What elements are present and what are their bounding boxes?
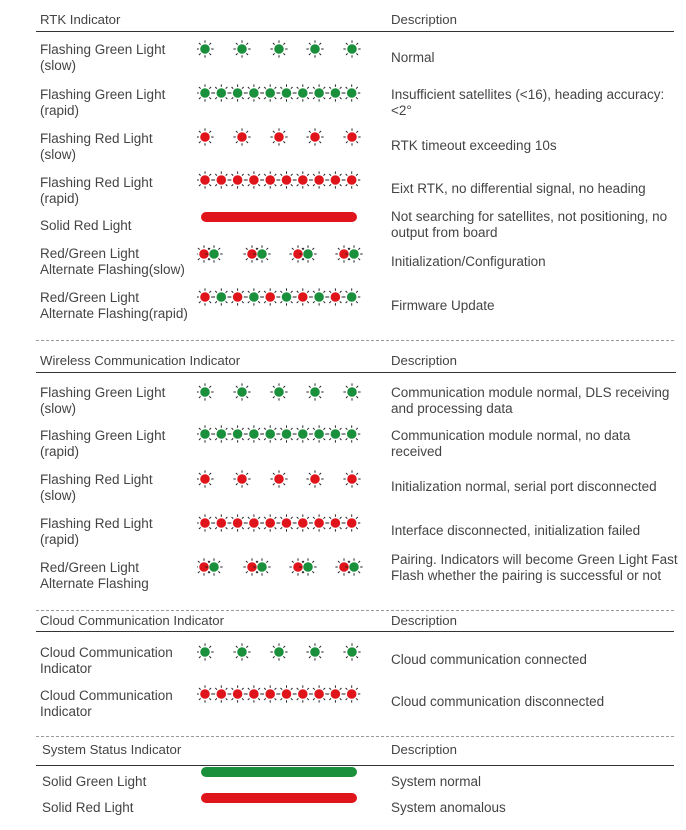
section-end-dashed-divider <box>36 340 674 341</box>
indicator-description: Insufficient satellites (<16), heading accuracy: <2° <box>391 87 665 118</box>
section-header-system: System Status Indicator <box>42 742 182 757</box>
red-led-icon <box>197 288 214 305</box>
red-led-icon <box>197 128 214 145</box>
indicator-label <box>40 688 173 720</box>
indicator-description: Firmware Update <box>391 298 495 313</box>
green-led-icon <box>245 84 262 101</box>
indicator-label-line: Indicator <box>40 704 92 719</box>
indicator-label-line: Flashing Green Light <box>40 87 166 102</box>
indicator-label-line: Flashing Green Light <box>40 42 166 57</box>
green-solid-light-bar <box>201 767 357 777</box>
indicator-label-line: Indicator <box>40 661 92 676</box>
indicator-label-line: (rapid) <box>40 444 80 459</box>
red-led-icon <box>233 128 250 145</box>
green-led-icon <box>245 288 262 305</box>
indicator-description: Communication module normal, DLS receiving and processing data <box>391 385 670 416</box>
red-led-icon <box>197 685 214 702</box>
indicator-label <box>40 87 165 119</box>
indicator-label <box>40 246 185 278</box>
indicator-description: Eixt RTK, no differential signal, no heading <box>391 181 646 196</box>
green-led-icon <box>213 288 230 305</box>
section-header-cloud: Cloud Communication Indicator <box>40 613 224 628</box>
red-led-icon <box>278 171 295 188</box>
green-led-icon <box>343 84 360 101</box>
indicator-description: Not searching for satellites, not positioning, no output from board <box>391 209 668 240</box>
indicator-description: Normal <box>391 50 435 65</box>
green-led-icon <box>233 643 250 660</box>
indicator-label-line: Flashing Red Light <box>40 131 153 146</box>
red-led-icon <box>311 171 328 188</box>
indicator-label-line: Solid Green Light <box>42 774 147 789</box>
led-pattern-red-rapid <box>197 513 367 533</box>
green-led-icon <box>294 84 311 101</box>
description-header: Description <box>391 353 457 368</box>
indicator-description: System normal <box>391 774 482 789</box>
red-led-icon <box>327 514 344 531</box>
red-led-icon <box>343 685 360 702</box>
green-led-icon <box>278 84 295 101</box>
led-pattern-alt-slow <box>197 557 367 577</box>
section-header-wireless: Wireless Communication Indicator <box>40 353 241 368</box>
green-led-icon <box>245 425 262 442</box>
indicator-label-line: Alternate Flashing <box>40 576 149 591</box>
led-pattern-alt-slow <box>197 244 367 264</box>
indicator-label-line: (slow) <box>40 147 76 162</box>
indicator-description: RTK timeout exceeding 10s <box>391 138 557 153</box>
green-led-icon <box>197 383 214 400</box>
led-pattern-green-rapid <box>197 424 367 444</box>
red-led-icon <box>343 514 360 531</box>
green-led-icon <box>311 425 328 442</box>
green-led-icon <box>270 40 287 57</box>
indicator-label-line: Flashing Red Light <box>40 516 153 531</box>
led-pattern-green-slow <box>197 642 367 662</box>
indicator-description: Initialization normal, serial port disconnected <box>391 479 657 494</box>
red-led-icon <box>245 171 262 188</box>
section-divider <box>36 631 674 632</box>
green-led-icon <box>197 40 214 57</box>
indicator-label-line: Cloud Communication <box>40 688 173 703</box>
red-led-icon <box>306 470 323 487</box>
indicator-label-line: Red/Green Light <box>40 290 140 305</box>
led-pattern-red-slow <box>197 469 367 489</box>
green-led-icon <box>343 288 360 305</box>
indicator-label <box>40 428 165 460</box>
indicator-description: Pairing. Indicators will become Green Light Fast Flash whether the pairing is successful or not <box>391 552 678 583</box>
red-led-icon <box>294 288 311 305</box>
red-led-icon <box>229 514 246 531</box>
indicator-label-line: Solid Red Light <box>42 800 134 815</box>
red-led-icon <box>229 171 246 188</box>
description-header: Description <box>391 12 457 27</box>
red-led-icon <box>278 514 295 531</box>
indicator-label-line: Alternate Flashing(rapid) <box>40 306 188 321</box>
indicator-label <box>40 645 173 677</box>
indicator-label-line: (rapid) <box>40 191 80 206</box>
led-pattern-red-rapid <box>197 170 367 190</box>
indicator-description: Communication module normal, no data received <box>391 428 631 459</box>
section-divider <box>36 372 676 373</box>
green-led-icon <box>343 643 360 660</box>
green-led-icon <box>213 425 230 442</box>
green-led-icon <box>278 288 295 305</box>
green-led-icon <box>343 425 360 442</box>
red-led-icon <box>294 685 311 702</box>
red-led-icon <box>327 171 344 188</box>
indicator-description: Cloud communication disconnected <box>391 694 605 709</box>
indicator-label-line: (slow) <box>40 488 76 503</box>
green-led-icon <box>306 383 323 400</box>
red-led-icon <box>262 288 279 305</box>
green-led-icon <box>262 425 279 442</box>
red-led-icon <box>197 470 214 487</box>
green-led-icon <box>233 383 250 400</box>
indicator-label-line: (rapid) <box>40 532 80 547</box>
green-led-icon <box>197 643 214 660</box>
indicator-label <box>40 175 153 207</box>
red-led-icon <box>343 128 360 145</box>
indicator-label-line: (rapid) <box>40 103 80 118</box>
green-led-icon <box>197 425 214 442</box>
green-led-icon <box>270 643 287 660</box>
indicator-label-line: Flashing Red Light <box>40 175 153 190</box>
green-led-icon <box>233 40 250 57</box>
green-led-icon <box>327 84 344 101</box>
indicator-label-line: Flashing Green Light <box>40 428 166 443</box>
indicator-description: Cloud communication connected <box>391 652 587 667</box>
indicator-label <box>40 218 132 234</box>
red-led-icon <box>278 685 295 702</box>
green-led-icon <box>294 425 311 442</box>
red-led-icon <box>245 514 262 531</box>
indicator-label <box>40 385 165 417</box>
indicator-label <box>42 800 134 816</box>
indicator-label-line: Cloud Communication <box>40 645 173 660</box>
red-led-icon <box>197 171 214 188</box>
green-led-icon <box>306 643 323 660</box>
red-led-icon <box>213 171 230 188</box>
green-led-icon <box>343 40 360 57</box>
indicator-label-line: Solid Red Light <box>40 218 132 233</box>
green-led-icon <box>311 288 328 305</box>
indicator-label <box>40 516 153 548</box>
indicator-label-line: (slow) <box>40 401 76 416</box>
green-led-icon <box>306 40 323 57</box>
red-led-icon <box>197 514 214 531</box>
led-pattern-red-rapid <box>197 684 367 704</box>
red-led-icon <box>262 685 279 702</box>
led-pattern-alt-rapid <box>197 287 367 307</box>
section-header-rtk: RTK Indicator <box>40 12 121 27</box>
red-led-icon <box>306 128 323 145</box>
green-led-icon <box>229 84 246 101</box>
green-led-icon <box>213 84 230 101</box>
red-led-icon <box>327 685 344 702</box>
red-led-icon <box>229 685 246 702</box>
green-led-icon <box>327 425 344 442</box>
red-solid-light-bar <box>201 793 357 803</box>
indicator-label <box>40 560 149 592</box>
indicator-description: Interface disconnected, initialization failed <box>391 523 641 538</box>
red-led-icon <box>245 685 262 702</box>
indicator-label-line: Flashing Red Light <box>40 472 153 487</box>
section-divider <box>36 31 674 32</box>
green-led-icon <box>197 84 214 101</box>
indicator-label-line: Red/Green Light <box>40 560 140 575</box>
led-pattern-green-slow <box>197 382 367 402</box>
red-led-icon <box>343 171 360 188</box>
red-led-icon <box>262 514 279 531</box>
red-led-icon <box>229 288 246 305</box>
indicator-label <box>40 131 153 163</box>
red-led-icon <box>262 171 279 188</box>
description-header: Description <box>391 613 457 628</box>
indicator-label-line: Flashing Green Light <box>40 385 166 400</box>
led-pattern-green-rapid <box>197 83 367 103</box>
red-led-icon <box>270 470 287 487</box>
indicator-label <box>40 42 165 74</box>
indicator-label <box>40 472 153 504</box>
red-led-icon <box>270 128 287 145</box>
indicator-label <box>40 290 188 322</box>
red-led-icon <box>213 685 230 702</box>
red-led-icon <box>294 171 311 188</box>
indicator-label-line: (slow) <box>40 58 76 73</box>
indicator-description: System anomalous <box>391 800 506 815</box>
red-led-icon <box>343 470 360 487</box>
led-pattern-red-slow <box>197 127 367 147</box>
indicator-label <box>42 774 146 790</box>
section-end-dashed-divider <box>36 736 674 737</box>
description-header: Description <box>391 742 457 757</box>
red-led-icon <box>311 685 328 702</box>
red-solid-light-bar <box>201 212 357 222</box>
indicator-label-line: Red/Green Light <box>40 246 140 261</box>
green-led-icon <box>311 84 328 101</box>
indicator-description: Initialization/Configuration <box>391 254 546 269</box>
green-led-icon <box>262 84 279 101</box>
red-led-icon <box>294 514 311 531</box>
led-pattern-green-slow <box>197 39 367 59</box>
indicator-label-line: Alternate Flashing(slow) <box>40 262 185 277</box>
red-led-icon <box>233 470 250 487</box>
red-led-icon <box>327 288 344 305</box>
green-led-icon <box>270 383 287 400</box>
green-led-icon <box>278 425 295 442</box>
green-led-icon <box>343 383 360 400</box>
section-divider <box>36 765 674 766</box>
red-led-icon <box>213 514 230 531</box>
red-led-icon <box>311 514 328 531</box>
green-led-icon <box>229 425 246 442</box>
section-end-dashed-divider <box>36 610 674 611</box>
